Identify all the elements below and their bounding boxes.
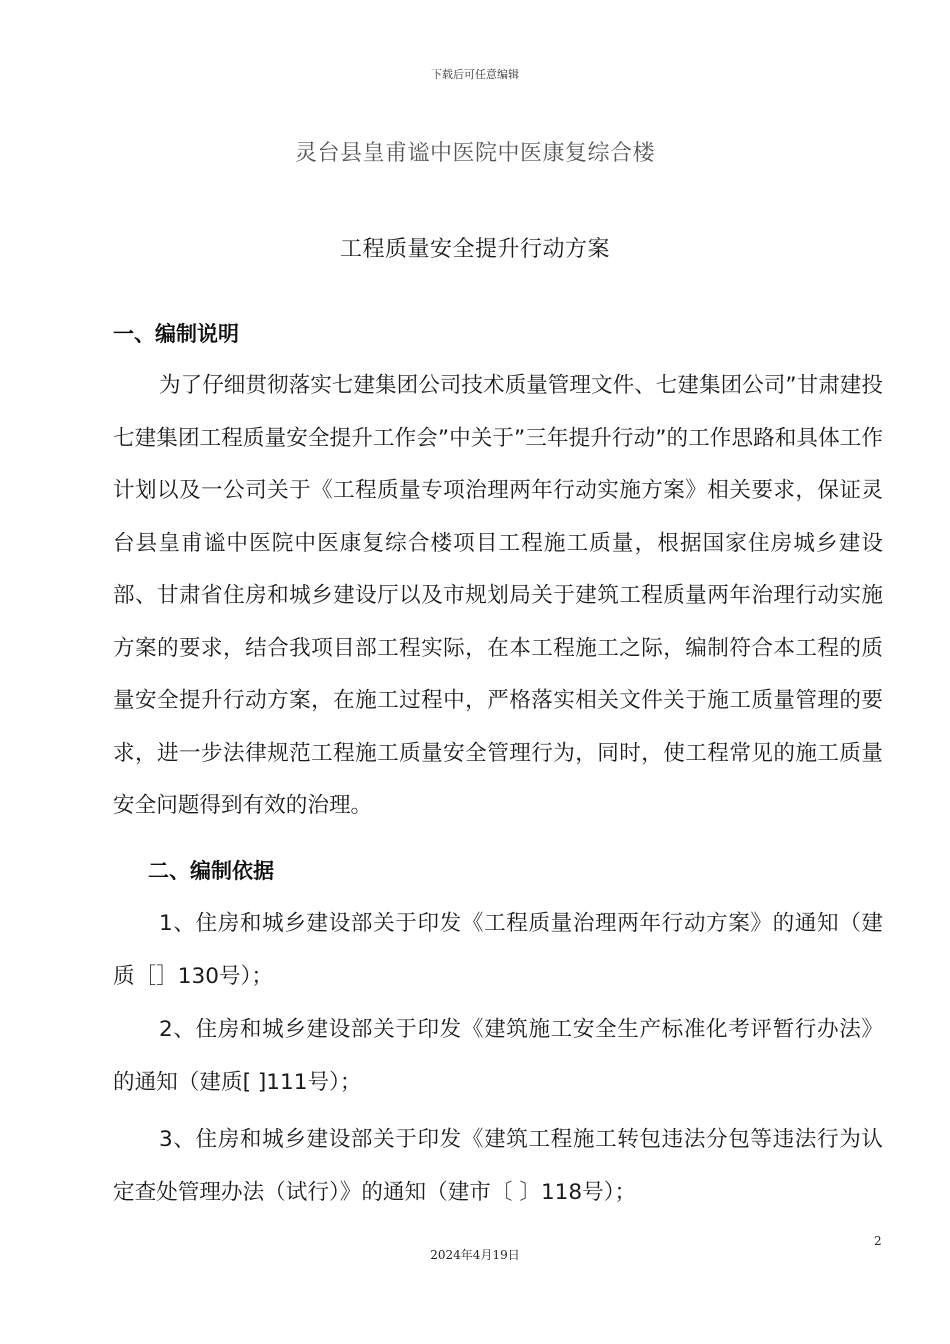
section2-heading: 二、编制依据 bbox=[148, 859, 274, 883]
document-title-line1: 灵台县皇甫谧中医院中医康复综合楼 bbox=[294, 141, 655, 166]
document-title-line2: 工程质量安全提升行动方案 bbox=[339, 237, 610, 262]
section1-paragraph bbox=[113, 360, 883, 833]
section1-heading: 一、编制说明 bbox=[113, 322, 239, 346]
footer-date: 2024年4月19日 bbox=[430, 1248, 520, 1262]
page-number: 2 bbox=[874, 1234, 882, 1248]
section1-paragraph-text: 为了仔细贯彻落实七建集团公司技术质量管理文件、七建集团公司”甘肃建投七建集团工程质量安全提升工作会”中关于”三年提升行动”的工作思路和具体工作计划以及一公司关于《工程质量专项治理两年行动实施方案》相关要求，保证灵台县皇甫谧中医院中医康复综合楼项目工程施工质量，根据国家住房城乡建设部、甘肃省住房和城乡建设厅以及市规划局关于建筑工程质量两年治理行动实施方案的要求，结合我项目部工程实际，在本工程施工之际，编制符合本工程的质量安全提升行动方案，在施工过程中，严格落实相关文件关于施工质量管理的要求，进一步法律规范工程施工质量安全管理行为，同时，使工程常见的施工质量安全问题得到有效的治理。 bbox=[113, 373, 883, 818]
basis-item bbox=[113, 1114, 883, 1219]
basis-item bbox=[113, 1004, 883, 1109]
basis-item bbox=[113, 898, 883, 1003]
header-note: 下载后可任意编辑 bbox=[431, 68, 519, 81]
basis-item-text: 2、住房和城乡建设部关于印发《建筑施工安全生产标准化考评暂行办法》的通知（建质[ ]111号）； bbox=[113, 1017, 883, 1095]
basis-item-text: 3、住房和城乡建设部关于印发《建筑工程施工转包违法分包等违法行为认定查处管理办法（试行）》的通知（建市〔 〕118号）； bbox=[113, 1127, 883, 1205]
basis-item-text: 1、住房和城乡建设部关于印发《工程质量治理两年行动方案》的通知（建质［］130号）； bbox=[113, 911, 883, 989]
